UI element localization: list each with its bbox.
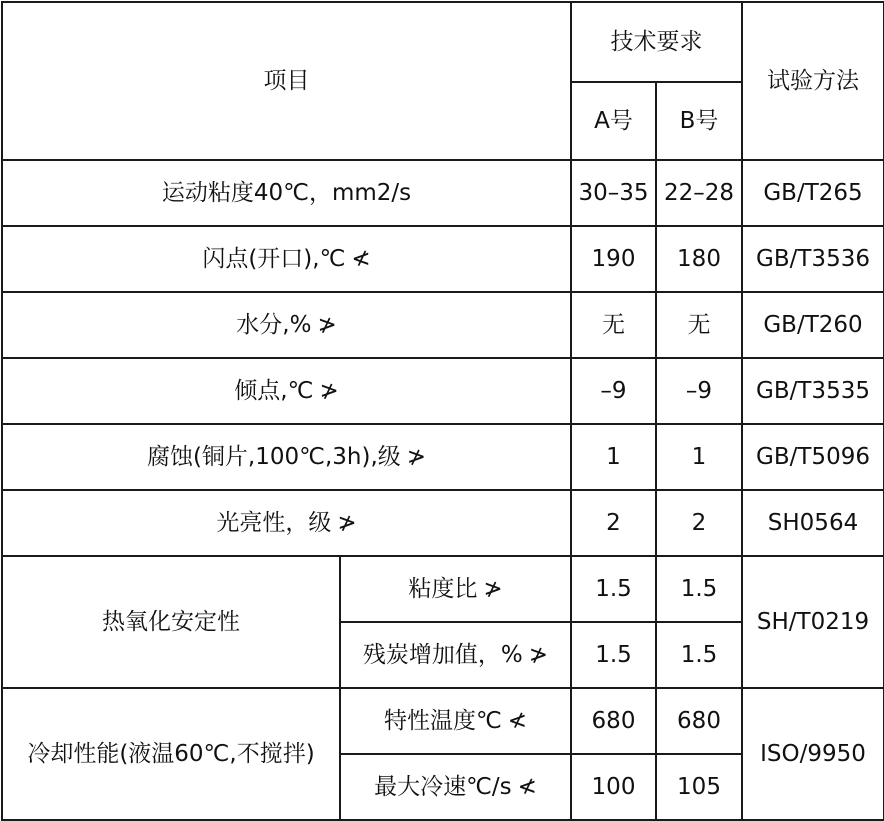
table-row <box>2 424 884 490</box>
not-greater-than-symbol: ≯ <box>528 641 549 668</box>
row-item: 腐蚀(铜片,100℃,3h),级 ≯ <box>2 424 571 490</box>
row-method: GB/T260 <box>742 292 884 358</box>
row-value-b: 180 <box>656 226 742 292</box>
group-thermal-oxidation: 热氧化安定性 <box>2 556 340 688</box>
not-less-than-symbol: ≮ <box>517 773 537 800</box>
group-cooling-performance: 冷却性能(液温60℃,不搅拌) <box>2 688 340 820</box>
row-value-a: 1.5 <box>571 622 656 688</box>
row-item: 水分,% ≯ <box>2 292 571 358</box>
row-item: 光亮性，级 ≯ <box>2 490 571 556</box>
row-value-a: –9 <box>571 358 656 424</box>
row-value-b: 1.5 <box>656 556 742 622</box>
header-grade-a: A号 <box>571 82 656 160</box>
row-value-a: 1.5 <box>571 556 656 622</box>
row-method: GB/T3535 <box>742 358 884 424</box>
not-greater-than-symbol: ≯ <box>317 311 337 338</box>
row-value-b: 22–28 <box>656 160 742 226</box>
row-item: 运动粘度40℃，mm2/s <box>2 160 571 226</box>
row-value-a: 无 <box>571 292 656 358</box>
subrow-item: 粘度比 ≯ <box>340 556 571 622</box>
table-row <box>2 292 884 358</box>
row-value-b: 680 <box>656 688 742 754</box>
row-value-b: 1 <box>656 424 742 490</box>
not-less-than-symbol: ≮ <box>351 245 371 272</box>
table-row <box>2 160 884 226</box>
spec-table <box>1 1 884 821</box>
row-value-a: 100 <box>571 754 656 820</box>
row-method: GB/T265 <box>742 160 884 226</box>
row-value-b: –9 <box>656 358 742 424</box>
table-row <box>2 556 884 622</box>
table-row <box>2 226 884 292</box>
table-row <box>2 688 884 754</box>
not-greater-than-symbol: ≯ <box>483 575 503 602</box>
row-value-b: 2 <box>656 490 742 556</box>
row-method: ISO/9950 <box>742 688 884 820</box>
row-value-a: 30–35 <box>571 160 656 226</box>
row-method: GB/T3536 <box>742 226 884 292</box>
header-tech-requirement: 技术要求 <box>571 2 742 82</box>
row-item: 倾点,℃ ≯ <box>2 358 571 424</box>
row-value-a: 680 <box>571 688 656 754</box>
row-value-a: 1 <box>571 424 656 490</box>
subrow-item: 特性温度℃ ≮ <box>340 688 571 754</box>
header-item: 项目 <box>2 2 571 160</box>
not-greater-than-symbol: ≯ <box>319 377 339 404</box>
subrow-item: 最大冷速℃/s ≮ <box>340 754 571 820</box>
row-method: GB/T5096 <box>742 424 884 490</box>
not-greater-than-symbol: ≯ <box>406 443 427 470</box>
row-value-b: 1.5 <box>656 622 742 688</box>
header-test-method: 试验方法 <box>742 2 884 160</box>
row-method: SH/T0219 <box>742 556 884 688</box>
table-row <box>2 490 884 556</box>
not-greater-than-symbol: ≯ <box>337 509 357 536</box>
row-value-b: 105 <box>656 754 742 820</box>
row-method: SH0564 <box>742 490 884 556</box>
not-less-than-symbol: ≮ <box>507 707 528 734</box>
row-value-b: 无 <box>656 292 742 358</box>
table-row <box>2 358 884 424</box>
row-value-a: 2 <box>571 490 656 556</box>
row-item: 闪点(开口),℃ ≮ <box>2 226 571 292</box>
subrow-item: 残炭增加值，% ≯ <box>340 622 571 688</box>
row-value-a: 190 <box>571 226 656 292</box>
header-grade-b: B号 <box>656 82 742 160</box>
